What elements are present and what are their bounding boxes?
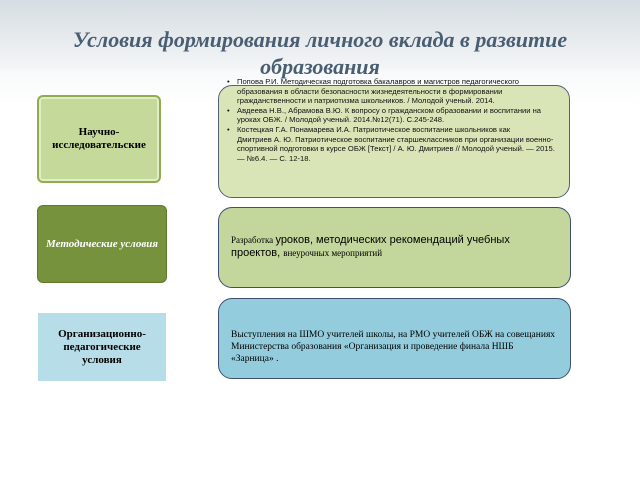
reference-item <box>227 105 559 125</box>
condition-methodical-label: Методические условия <box>45 237 159 250</box>
methodical-text-part: внеурочных мероприятий <box>283 248 383 258</box>
methodical-details-text <box>231 234 558 260</box>
organizational-details-box <box>218 298 571 379</box>
bullet-icon: • <box>227 124 230 134</box>
research-references-box <box>218 77 570 198</box>
reference-list <box>227 77 559 163</box>
condition-research-label: Научно-исследовательские <box>52 126 146 151</box>
page-title: Условия формирования личного вклада в развитие образования <box>72 27 568 79</box>
organizational-details-text: Выступления на ШМО учителей школы, на РМО учителей ОБЖ на совещаниях Министерства образования «Организация и проведение финала НШБ «Зарница» . <box>231 330 556 364</box>
methodical-details-box <box>218 207 571 288</box>
reference-text: Авдеева Н.В., Абрамова В.Ю. К вопросу о гражданском образовании и воспитании на уроках ОБЖ. / Молодой ученый. 2014.№12(71). С.245-248. <box>237 105 542 125</box>
bullet-icon: • <box>227 105 230 115</box>
methodical-text-part: уроков, методических рекомендаций учебных проектов, <box>231 234 510 259</box>
condition-organizational <box>38 313 166 381</box>
condition-research <box>37 95 161 183</box>
reference-text: Костецкая Г.А. Понамарева И.А. Патриотическое воспитание школьников как Дмитриев А. Ю. Патриотическое воспитание старшеклассников при организации военно-спортивной подготовки в курсе ОБЖ [Текст] / А. Ю. Дмитриев // Молодой ученый. — 2015. — №6.4. — С. 12-18. <box>237 124 555 163</box>
bullet-icon: • <box>227 77 230 86</box>
condition-methodical <box>37 205 167 283</box>
reference-item <box>227 124 559 163</box>
reference-text: Попова Р.И. Методическая подготовка бакалавров и магистров педагогического образования в области безопасности жизнедеятельности в формировании гражданственности и патриотизма школьников. / Молодой ученый. 2014. <box>237 77 520 106</box>
reference-item <box>227 77 559 106</box>
condition-organizational-label: Организационно-педагогические условия <box>58 327 146 366</box>
methodical-text-part: Разработка <box>231 235 276 245</box>
